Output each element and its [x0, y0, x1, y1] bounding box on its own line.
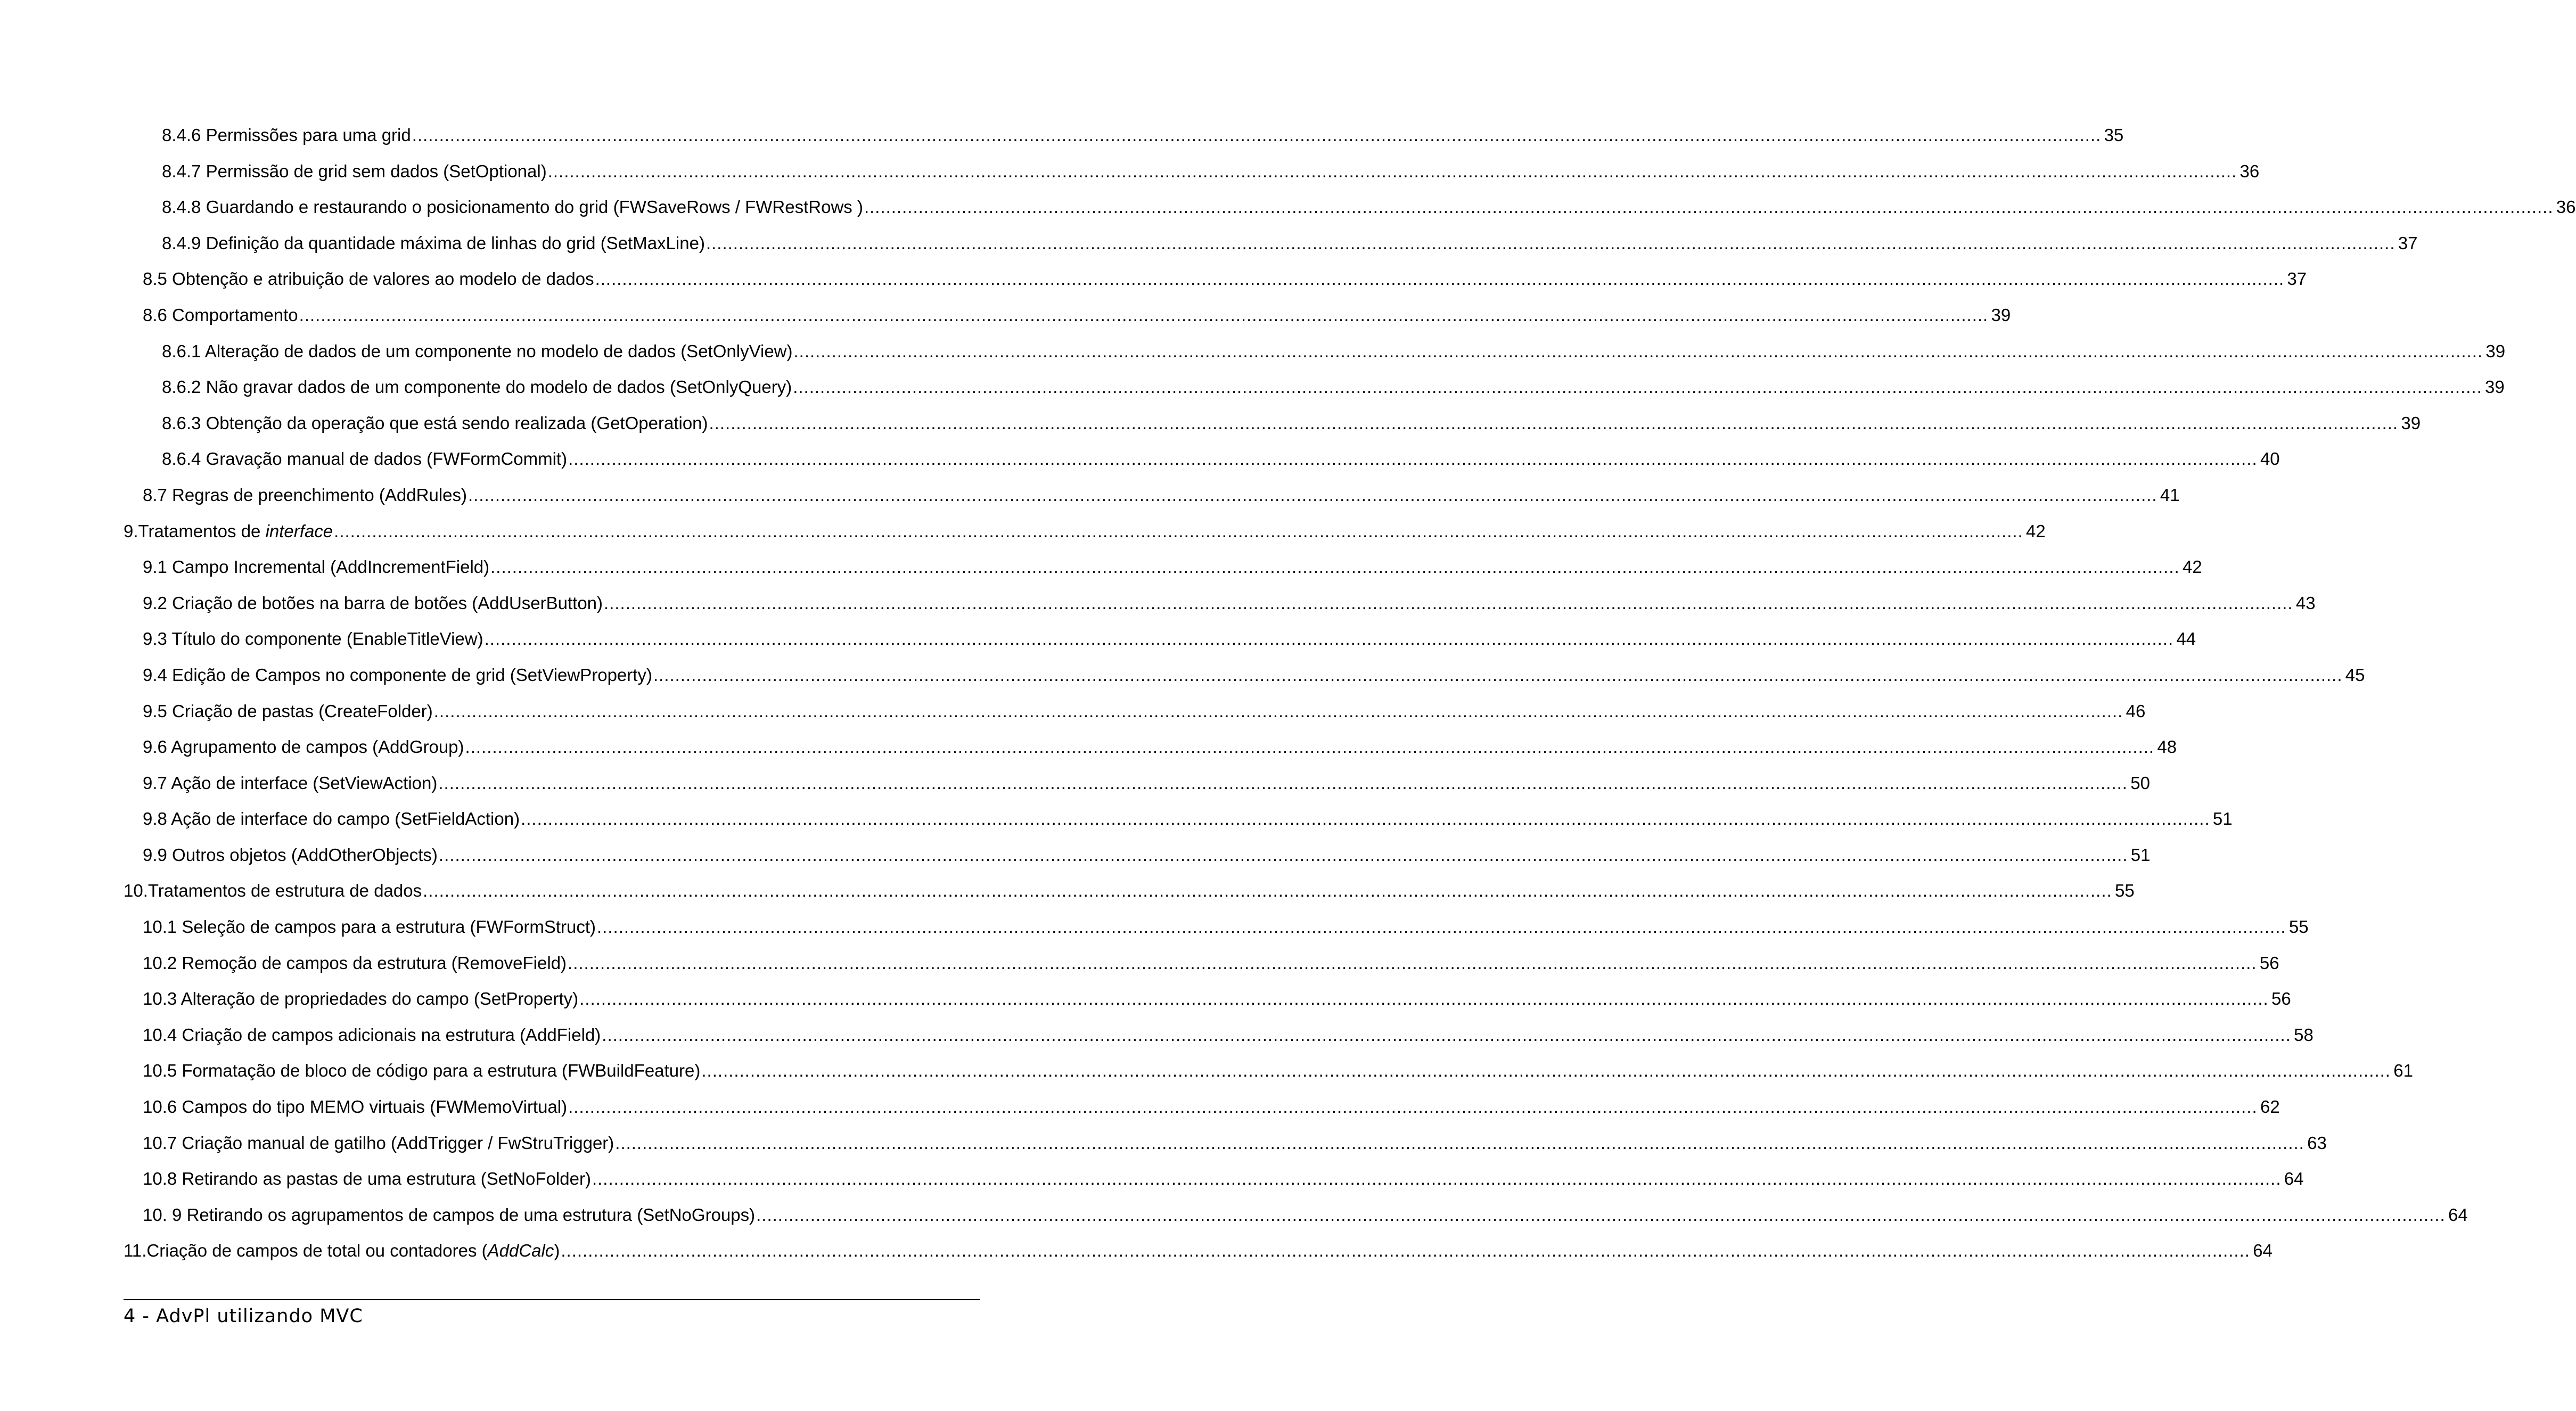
- toc-entry[interactable]: [124, 657, 2365, 693]
- toc-entry-title: [143, 1053, 700, 1089]
- toc-entry[interactable]: [124, 477, 2180, 513]
- toc-entry-title: [143, 837, 438, 873]
- toc-entry[interactable]: [124, 189, 2576, 225]
- toc-entry-title-text: 10.5 Formatação de bloco de código para a estrutura (FWBuildFeature): [143, 1061, 701, 1081]
- toc-entry-title-text: 10.Tratamentos de estrutura de dados: [124, 881, 422, 901]
- toc-entry-title: [143, 261, 594, 297]
- toc-dot-leader: [561, 1233, 2250, 1269]
- toc-entry-title: [162, 225, 705, 261]
- toc-page-number: 42: [2026, 521, 2046, 541]
- toc-page-number: 42: [2182, 557, 2202, 577]
- toc-entry[interactable]: [124, 369, 2505, 405]
- toc-entry[interactable]: [124, 297, 2011, 333]
- toc-page-number: 64: [2284, 1169, 2304, 1189]
- toc-entry-title: [143, 1089, 567, 1125]
- toc-entry-title: [124, 513, 333, 549]
- toc-entry-title-text: 8.6.4 Gravação manual de dados (FWFormCommit): [162, 449, 568, 469]
- toc-entry-title: [143, 1197, 755, 1233]
- toc-dot-leader: [701, 1053, 2391, 1089]
- toc-entry-title-text: 10. 9 Retirando os agrupamentos de campos de uma estrutura (SetNoGroups): [143, 1204, 756, 1225]
- toc-dot-leader: [334, 513, 2023, 549]
- toc-entry-title-text: 10.7 Criação manual de gatilho (AddTrigger / FwStruTrigger): [143, 1133, 614, 1153]
- toc-entry[interactable]: [124, 1233, 2273, 1269]
- toc-dot-leader: [438, 765, 2128, 801]
- toc-entry[interactable]: [124, 873, 2135, 909]
- toc-dot-leader: [794, 333, 2483, 370]
- toc-entry-title: [162, 441, 567, 477]
- toc-dot-leader: [568, 441, 2258, 477]
- toc-entry[interactable]: [124, 693, 2146, 729]
- toc-dot-leader: [793, 369, 2482, 405]
- toc-entry[interactable]: [124, 513, 2046, 549]
- toc-entry-title: [143, 1161, 591, 1197]
- toc-entry-title-suffix: ): [554, 1241, 560, 1261]
- toc-page-number: 44: [2176, 629, 2196, 649]
- toc-entry[interactable]: [124, 801, 2233, 837]
- toc-entry[interactable]: [124, 117, 2124, 153]
- toc-entry-title: [162, 117, 411, 153]
- toc-entry-title: [143, 765, 437, 801]
- toc-page-number: 39: [2401, 413, 2421, 433]
- toc-dot-leader: [864, 189, 2554, 225]
- toc-entry-title: [162, 189, 863, 225]
- toc-entry-title-italic: interface: [265, 521, 333, 541]
- toc-entry-title-text: 8.5 Obtenção e atribuição de valores ao modelo de dados: [143, 269, 594, 289]
- toc-entry-title-text: 9.Tratamentos de: [124, 521, 266, 541]
- toc-page-number: 48: [2157, 737, 2177, 757]
- toc-entry[interactable]: [124, 729, 2177, 765]
- toc-entry-title-text: 9.2 Criação de botões na barra de botões (AddUserButton): [143, 593, 603, 613]
- toc-dot-leader: [756, 1197, 2446, 1233]
- toc-page-number: 50: [2130, 773, 2150, 793]
- toc-entry-title: [143, 729, 464, 765]
- toc-entry-title-text: 10.4 Criação de campos adicionais na estrutura (AddField): [143, 1024, 601, 1045]
- toc-entry-title: [143, 693, 433, 729]
- toc-entry-title-text: 11.Criação de campos de total ou contadores (: [124, 1241, 488, 1261]
- toc-entry[interactable]: [124, 945, 2279, 981]
- toc-entry[interactable]: [124, 441, 2280, 477]
- toc-entry-title-text: 9.3 Título do componente (EnableTitleView): [143, 629, 483, 649]
- toc-page-number: 43: [2295, 593, 2316, 613]
- toc-page-number: 37: [2287, 269, 2307, 289]
- toc-dot-leader: [423, 873, 2112, 909]
- toc-entry-title: [143, 945, 567, 981]
- toc-entry-title-text: 9.6 Agrupamento de campos (AddGroup): [143, 737, 464, 757]
- toc-dot-leader: [653, 657, 2343, 693]
- toc-entry-title-text: 10.2 Remoção de campos da estrutura (RemoveField): [143, 953, 567, 973]
- toc-page-number: 63: [2307, 1133, 2327, 1153]
- toc-entry-title: [143, 801, 520, 837]
- toc-dot-leader: [568, 1089, 2258, 1125]
- toc-entry[interactable]: [124, 1089, 2280, 1125]
- toc-dot-leader: [602, 1017, 2291, 1053]
- toc-entry-title-text: 9.1 Campo Incremental (AddIncrementField): [143, 557, 490, 577]
- toc-dot-leader: [521, 801, 2210, 837]
- toc-entry-title-text: 8.6.2 Não gravar dados de um componente do modelo de dados (SetOnlyQuery): [162, 377, 792, 397]
- toc-page-number: 55: [2288, 917, 2309, 937]
- toc-entry-title-italic: AddCalc: [487, 1241, 554, 1261]
- toc-page-number: 40: [2260, 449, 2280, 469]
- toc-page-number: 35: [2104, 125, 2124, 145]
- table-of-contents: [124, 117, 2576, 1269]
- toc-dot-leader: [412, 117, 2102, 153]
- toc-entry[interactable]: [124, 1197, 2468, 1233]
- toc-entry[interactable]: [124, 153, 2260, 190]
- toc-entry-title-text: 8.6.3 Obtenção da operação que está sendo realizada (GetOperation): [162, 413, 708, 433]
- toc-entry-title-text: 9.8 Ação de interface do campo (SetFieldAction): [143, 809, 520, 829]
- toc-page-number: 64: [2448, 1204, 2468, 1225]
- toc-entry[interactable]: [124, 1053, 2413, 1089]
- toc-entry-title: [162, 153, 547, 190]
- toc-entry[interactable]: [124, 549, 2202, 585]
- toc-entry-title-text: 9.5 Criação de pastas (CreateFolder): [143, 701, 433, 721]
- toc-page-number: 56: [2271, 989, 2291, 1009]
- toc-page-number: 55: [2114, 881, 2135, 901]
- toc-entry-title: [143, 585, 603, 621]
- toc-entry-title-text: 8.4.7 Permissão de grid sem dados (SetOptional): [162, 161, 547, 181]
- toc-entry-title: [143, 549, 489, 585]
- toc-entry-title: [143, 981, 578, 1017]
- toc-dot-leader: [597, 909, 2286, 945]
- toc-entry[interactable]: [124, 225, 2418, 261]
- toc-entry-title-text: 10.1 Seleção de campos para a estrutura (FWFormStruct): [143, 917, 596, 937]
- toc-entry-title-text: 8.6.1 Alteração de dados de um componente no modelo de dados (SetOnlyView): [162, 341, 793, 361]
- toc-dot-leader: [579, 981, 2269, 1017]
- toc-entry[interactable]: [124, 765, 2150, 801]
- toc-page-number: 64: [2253, 1241, 2273, 1261]
- toc-page-number: 51: [2212, 809, 2233, 829]
- toc-page-number: 62: [2260, 1097, 2280, 1117]
- toc-dot-leader: [706, 225, 2395, 261]
- toc-entry-title-text: 8.7 Regras de preenchimento (AddRules): [143, 485, 467, 505]
- toc-page-number: 39: [2485, 377, 2505, 397]
- toc-entry-title: [124, 1233, 560, 1269]
- toc-page-number: 46: [2126, 701, 2146, 721]
- toc-entry-title-text: 9.4 Edição de Campos no componente de grid (SetViewProperty): [143, 665, 652, 685]
- toc-entry[interactable]: [124, 1017, 2314, 1053]
- toc-entry-title-text: 9.7 Ação de interface (SetViewAction): [143, 773, 438, 793]
- toc-entry[interactable]: [124, 261, 2307, 297]
- toc-entry-title: [162, 405, 708, 441]
- toc-dot-leader: [709, 405, 2399, 441]
- toc-page-number: 36: [2239, 161, 2260, 181]
- toc-dot-leader: [604, 585, 2293, 621]
- toc-entry-title-text: 10.8 Retirando as pastas de uma estrutura (SetNoFolder): [143, 1169, 591, 1189]
- toc-entry-title: [124, 873, 422, 909]
- toc-dot-leader: [434, 693, 2123, 729]
- toc-page-number: 56: [2259, 953, 2279, 973]
- toc-entry[interactable]: [124, 1161, 2304, 1197]
- toc-entry[interactable]: [124, 981, 2291, 1017]
- page-footer: 4 - AdvPl utilizando MVC: [124, 1306, 363, 1327]
- toc-entry-title-text: 10.6 Campos do tipo MEMO virtuais (FWMemoVirtual): [143, 1097, 568, 1117]
- footer-divider: [124, 1299, 980, 1300]
- toc-entry-title: [143, 297, 298, 333]
- toc-page-number: 51: [2130, 844, 2151, 865]
- toc-dot-leader: [568, 945, 2257, 981]
- toc-entry-title: [143, 1125, 614, 1161]
- toc-page-number: 61: [2393, 1061, 2413, 1081]
- toc-entry[interactable]: [124, 909, 2309, 945]
- toc-dot-leader: [592, 1161, 2282, 1197]
- toc-entry[interactable]: [124, 837, 2151, 873]
- toc-entry-title-text: 8.6 Comportamento: [143, 305, 298, 325]
- toc-entry-title-text: 8.4.8 Guardando e restaurando o posicionamento do grid (FWSaveRows / FWRestRows ): [162, 197, 863, 217]
- toc-dot-leader: [595, 261, 2285, 297]
- toc-page-number: 45: [2345, 665, 2365, 685]
- toc-entry-title: [143, 909, 596, 945]
- toc-entry-title-text: 10.3 Alteração de propriedades do campo (SetProperty): [143, 989, 579, 1009]
- toc-dot-leader: [439, 837, 2128, 873]
- toc-page-number: 39: [1991, 305, 2011, 325]
- toc-dot-leader: [490, 549, 2180, 585]
- toc-page-number: 37: [2398, 233, 2418, 253]
- toc-entry-title-text: 9.9 Outros objetos (AddOtherObjects): [143, 844, 438, 865]
- toc-entry[interactable]: [124, 621, 2196, 657]
- toc-dot-leader: [615, 1125, 2304, 1161]
- toc-page-number: 58: [2294, 1024, 2314, 1045]
- toc-entry-title-text: 8.4.6 Permissões para uma grid: [162, 125, 411, 145]
- toc-entry[interactable]: [124, 585, 2316, 621]
- toc-entry[interactable]: [124, 1125, 2327, 1161]
- toc-entry[interactable]: [124, 333, 2506, 370]
- toc-entry-title: [162, 333, 793, 370]
- toc-dot-leader: [468, 477, 2157, 513]
- toc-page-number: 41: [2160, 485, 2180, 505]
- toc-entry[interactable]: [124, 405, 2421, 441]
- toc-dot-leader: [548, 153, 2237, 190]
- toc-dot-leader: [299, 297, 1989, 333]
- toc-dot-leader: [465, 729, 2155, 765]
- toc-page-number: 36: [2556, 197, 2576, 217]
- toc-entry-title: [143, 477, 467, 513]
- toc-entry-title: [143, 657, 652, 693]
- toc-entry-title-text: 8.4.9 Definição da quantidade máxima de linhas do grid (SetMaxLine): [162, 233, 705, 253]
- toc-entry-title: [162, 369, 792, 405]
- toc-page-number: 39: [2485, 341, 2506, 361]
- toc-dot-leader: [485, 621, 2174, 657]
- toc-entry-title: [143, 1017, 601, 1053]
- toc-entry-title: [143, 621, 483, 657]
